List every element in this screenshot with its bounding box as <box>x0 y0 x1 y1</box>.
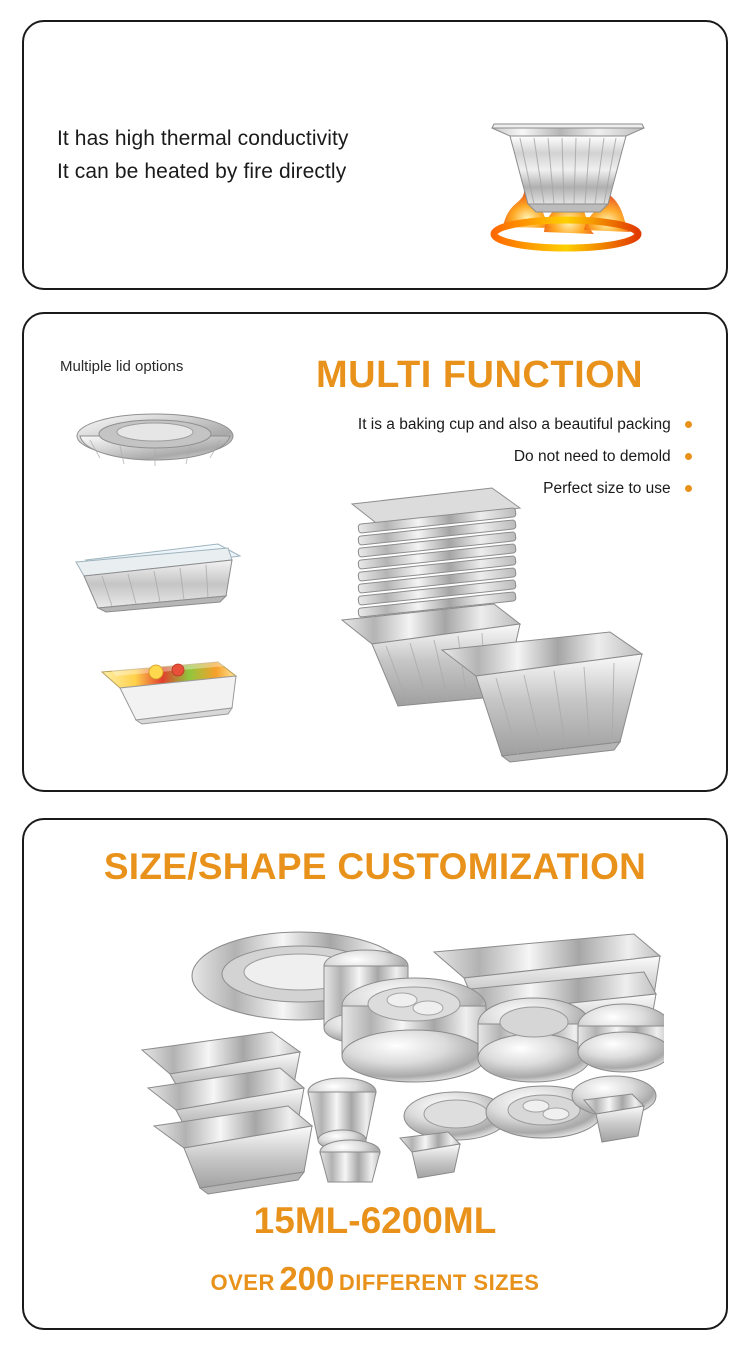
bullet-text: Do not need to demold <box>513 448 671 465</box>
size-count-text <box>24 1260 726 1298</box>
round-plate-stack <box>342 978 486 1082</box>
bullet-text: It is a baking cup and also a beautiful packing <box>357 416 671 433</box>
foil-container-stack-image <box>324 464 704 784</box>
tray-stack <box>352 488 520 617</box>
foil-container-assortment-image <box>104 900 664 1200</box>
lid-options-label: Multiple lid options <box>60 358 184 375</box>
size-count-prefix: OVER <box>210 1270 275 1295</box>
thermal-text-block <box>57 122 349 188</box>
size-range-text: 15ML-6200ML <box>253 1200 497 1241</box>
foil-tray-illustration <box>448 92 678 272</box>
bullet-dot-icon <box>685 421 692 428</box>
size-shape-panel <box>22 818 728 1330</box>
lid-option-clear-plastic <box>68 526 248 619</box>
multi-function-title: MULTI FUNCTION <box>316 354 644 396</box>
bullet-text: Perfect size to use <box>543 480 671 497</box>
thermal-conductivity-panel <box>22 20 728 290</box>
lid-option-printed-paper <box>86 650 246 735</box>
small-cups <box>308 1078 380 1182</box>
size-count-number: 200 <box>279 1260 335 1297</box>
lid-option-round-dome <box>60 402 250 487</box>
round-lidded-containers <box>478 998 664 1082</box>
bullet-item <box>272 416 692 434</box>
tray-shape <box>492 124 644 212</box>
thermal-line-1: It has high thermal conductivity <box>57 127 349 150</box>
loaf-pan-stack <box>142 1032 312 1194</box>
thermal-line-2: It can be heated by fire directly <box>57 160 347 183</box>
multi-function-panel <box>22 312 728 792</box>
bullet-dot-icon <box>685 453 692 460</box>
size-shape-title: SIZE/SHAPE CUSTOMIZATION <box>103 846 647 887</box>
size-count-suffix: DIFFERENT SIZES <box>338 1270 540 1295</box>
tray-on-fire-image <box>448 92 678 272</box>
